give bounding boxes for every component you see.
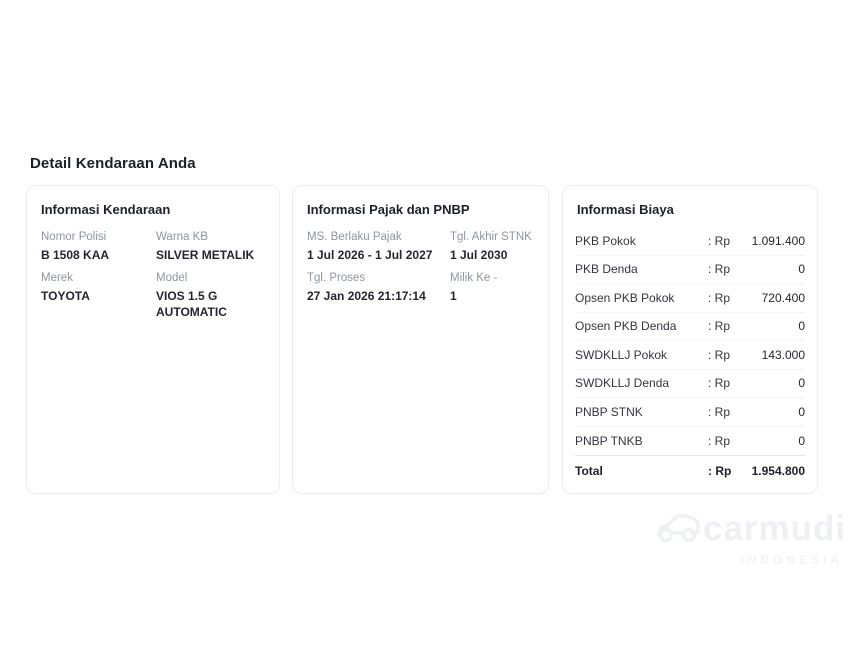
field-value: SILVER METALIK <box>156 248 255 262</box>
field-label: Milik Ke - <box>450 272 498 284</box>
cost-row-opsen-pkb-denda <box>575 313 805 342</box>
field-label: Warna KB <box>156 231 208 243</box>
cost-row-pnbp-stnk <box>575 398 805 427</box>
cost-label: SWDKLLJ Denda <box>575 376 670 391</box>
cost-label: SWDKLLJ Pokok <box>575 347 668 362</box>
field-label: Tgl. Akhir STNK <box>450 231 532 243</box>
cost-currency: : Rp <box>708 290 731 305</box>
field-milik-ke <box>450 271 534 304</box>
field-tgl-proses <box>307 271 450 304</box>
cost-row-total <box>575 455 805 486</box>
cost-row-pkb-denda <box>575 256 805 285</box>
field-value: TOYOTA <box>41 289 90 303</box>
cost-currency: : Rp <box>708 376 731 391</box>
cost-label: Opsen PKB Denda <box>575 319 677 334</box>
card-cost-info <box>562 185 818 494</box>
cost-row-pnbp-tnkb <box>575 427 805 456</box>
cost-row-swdkllj-pokok <box>575 341 805 370</box>
field-label: Tgl. Proses <box>307 272 366 284</box>
total-currency: : Rp <box>708 464 732 478</box>
card-tax-title: Informasi Pajak dan PNBP <box>307 202 470 217</box>
cost-table <box>563 217 817 486</box>
cost-amount: 0 <box>798 404 805 419</box>
cost-currency: : Rp <box>708 433 731 448</box>
field-ms-berlaku-pajak <box>307 230 450 263</box>
cost-currency: : Rp <box>708 233 731 248</box>
card-cost-title: Informasi Biaya <box>577 202 674 217</box>
card-tax-pnbp-info <box>292 185 549 494</box>
cost-label: PKB Pokok <box>575 233 636 248</box>
cost-amount: 0 <box>798 319 805 334</box>
cost-amount: 1.091.400 <box>751 233 805 248</box>
total-amount: 1.954.800 <box>751 464 805 478</box>
cost-amount: 0 <box>798 376 805 391</box>
field-tgl-akhir-stnk <box>450 230 534 263</box>
field-merek <box>41 271 156 320</box>
field-model <box>156 271 265 320</box>
field-value: 27 Jan 2026 21:17:14 <box>307 289 426 303</box>
field-label: Nomor Polisi <box>41 231 107 243</box>
page-title: Detail Kendaraan Anda <box>30 155 196 172</box>
cost-row-opsen-pkb-pokok <box>575 284 805 313</box>
car-icon <box>655 506 701 551</box>
field-value: VIOS 1.5 G AUTOMATIC <box>156 289 227 319</box>
vehicle-fields <box>27 217 279 320</box>
cost-row-swdkllj-denda <box>575 370 805 399</box>
cost-label: Opsen PKB Pokok <box>575 290 675 305</box>
cost-label: PKB Denda <box>575 262 638 277</box>
field-nomor-polisi <box>41 230 156 263</box>
cost-amount: 0 <box>798 433 805 448</box>
field-label: Merek <box>41 272 73 284</box>
carmudi-logo-text: carmudi <box>703 508 847 548</box>
tax-fields <box>293 217 548 304</box>
cost-row-pkb-pokok <box>575 227 805 256</box>
field-label: Model <box>156 272 188 284</box>
watermark <box>655 506 845 568</box>
cost-label: PNBP STNK <box>575 404 643 419</box>
field-value: B 1508 KAA <box>41 248 110 262</box>
total-label: Total <box>575 464 603 478</box>
cost-currency: : Rp <box>708 347 731 362</box>
field-label: MS. Berlaku Pajak <box>307 231 402 243</box>
field-value: 1 Jul 2030 <box>450 248 508 262</box>
field-value: 1 Jul 2026 - 1 Jul 2027 <box>307 248 433 262</box>
cost-amount: 720.400 <box>761 290 805 305</box>
cost-currency: : Rp <box>708 319 731 334</box>
carmudi-indonesia-text: INDONESIA <box>740 553 843 567</box>
cost-amount: 0 <box>798 262 805 277</box>
card-vehicle-title: Informasi Kendaraan <box>41 202 171 217</box>
cost-currency: : Rp <box>708 404 731 419</box>
cost-currency: : Rp <box>708 262 731 277</box>
field-warna-kb <box>156 230 265 263</box>
field-value: 1 <box>450 289 457 303</box>
card-vehicle-info <box>26 185 280 494</box>
cost-label: PNBP TNKB <box>575 433 643 448</box>
cost-amount: 143.000 <box>761 347 805 362</box>
